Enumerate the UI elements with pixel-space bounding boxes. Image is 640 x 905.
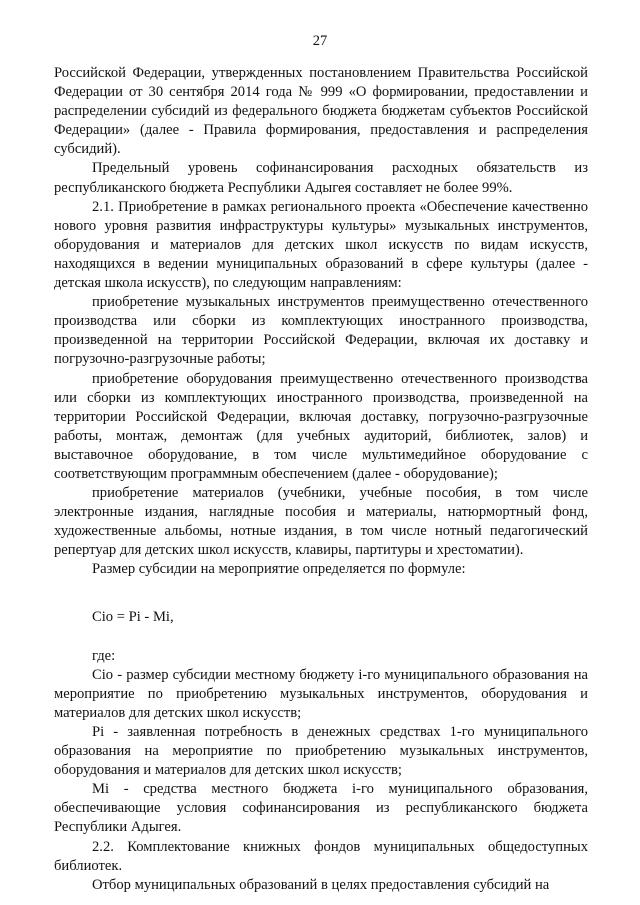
paragraph-formula-intro: Размер субсидии на мероприятие определяется по формуле: (92, 561, 466, 578)
formula-where: где: (92, 647, 116, 664)
paragraph-selection: Отбор муниципальных образований в целях предоставления субсидий на (92, 876, 550, 893)
page-number: 27 (312, 33, 328, 49)
paragraph-cofinancing-level: Предельный уровень софинансирования расходных обязательств из республиканского бюджета Республики Адыгея составляет не более 99%. (54, 160, 588, 196)
formula: Cio = Pi - Mi, (92, 608, 174, 625)
definition-pi: Pi - заявленная потребность в денежных средствах 1-го муниципального образования на мероприятие по приобретению музыкальных инструментов, оборудования и материалов для детских школ искусств; (54, 724, 588, 779)
paragraph-section-2-2: 2.2. Комплектование книжных фондов муниципальных общедоступных библиотек. (54, 838, 588, 874)
definition-mi: Mi - средства местного бюджета i-го муниципального образования, обеспечивающие условия софинансирования из республиканского бюджета Республики Адыгея. (54, 781, 588, 836)
paragraph-equipment: приобретение оборудования преимущественно отечественного производства или сборки из комплектующих иностранного производства, произведенной на территории Российской Федерации, включая доставку, погрузочно-разгрузочные работы, монтаж, демонтаж (для учебных аудиторий, библиотек, залов) и выставочное оборудование, в том числе мультимедийное оборудование с соответствующим программным обеспечением (далее - оборудование); (54, 370, 588, 482)
definition-cio: Cio - размер субсидии местному бюджету i-го муниципального образования на мероприятие по приобретению музыкальных инструментов, оборудования и материалов для детских школ искусств; (54, 666, 588, 721)
paragraph-rules-reference: Российской Федерации, утвержденных постановлением Правительства Российской Федерации от 30 сентября 2014 года № 999 «О формировании, предоставлении и распределении субсидий из федерального бюджета бюджетам субъектов Российской Федерации» (далее - Правила формирования, предоставления и распределения субсидий). (54, 65, 588, 158)
paragraph-section-2-1: 2.1. Приобретение в рамках регионального проекта «Обеспечение качественно нового уровня развития инфраструктуры культуры» музыкальных инструментов, оборудования и материалов для детских школ искусств по видам искусств, находящихся в ведении муниципальных образований в сфере культуры (далее - детская школа искусств), по следующим направлениям: (54, 198, 588, 292)
document-body (54, 64, 588, 895)
paragraph-musical-instruments: приобретение музыкальных инструментов преимущественно отечественного производства или сборки из комплектующих иностранного производства, произведенной на территории Российской Федерации, включая их доставку и погрузочно-разгрузочные работы; (54, 294, 588, 368)
paragraph-materials: приобретение материалов (учебники, учебные пособия, в том числе электронные издания, наглядные пособия и материалы, натюрмортный фонд, художественные альбомы, нотные издания, в том числе нотный педагогический репертуар для детских школ искусств, клавиры, партитуры и хрестоматии). (54, 485, 588, 559)
